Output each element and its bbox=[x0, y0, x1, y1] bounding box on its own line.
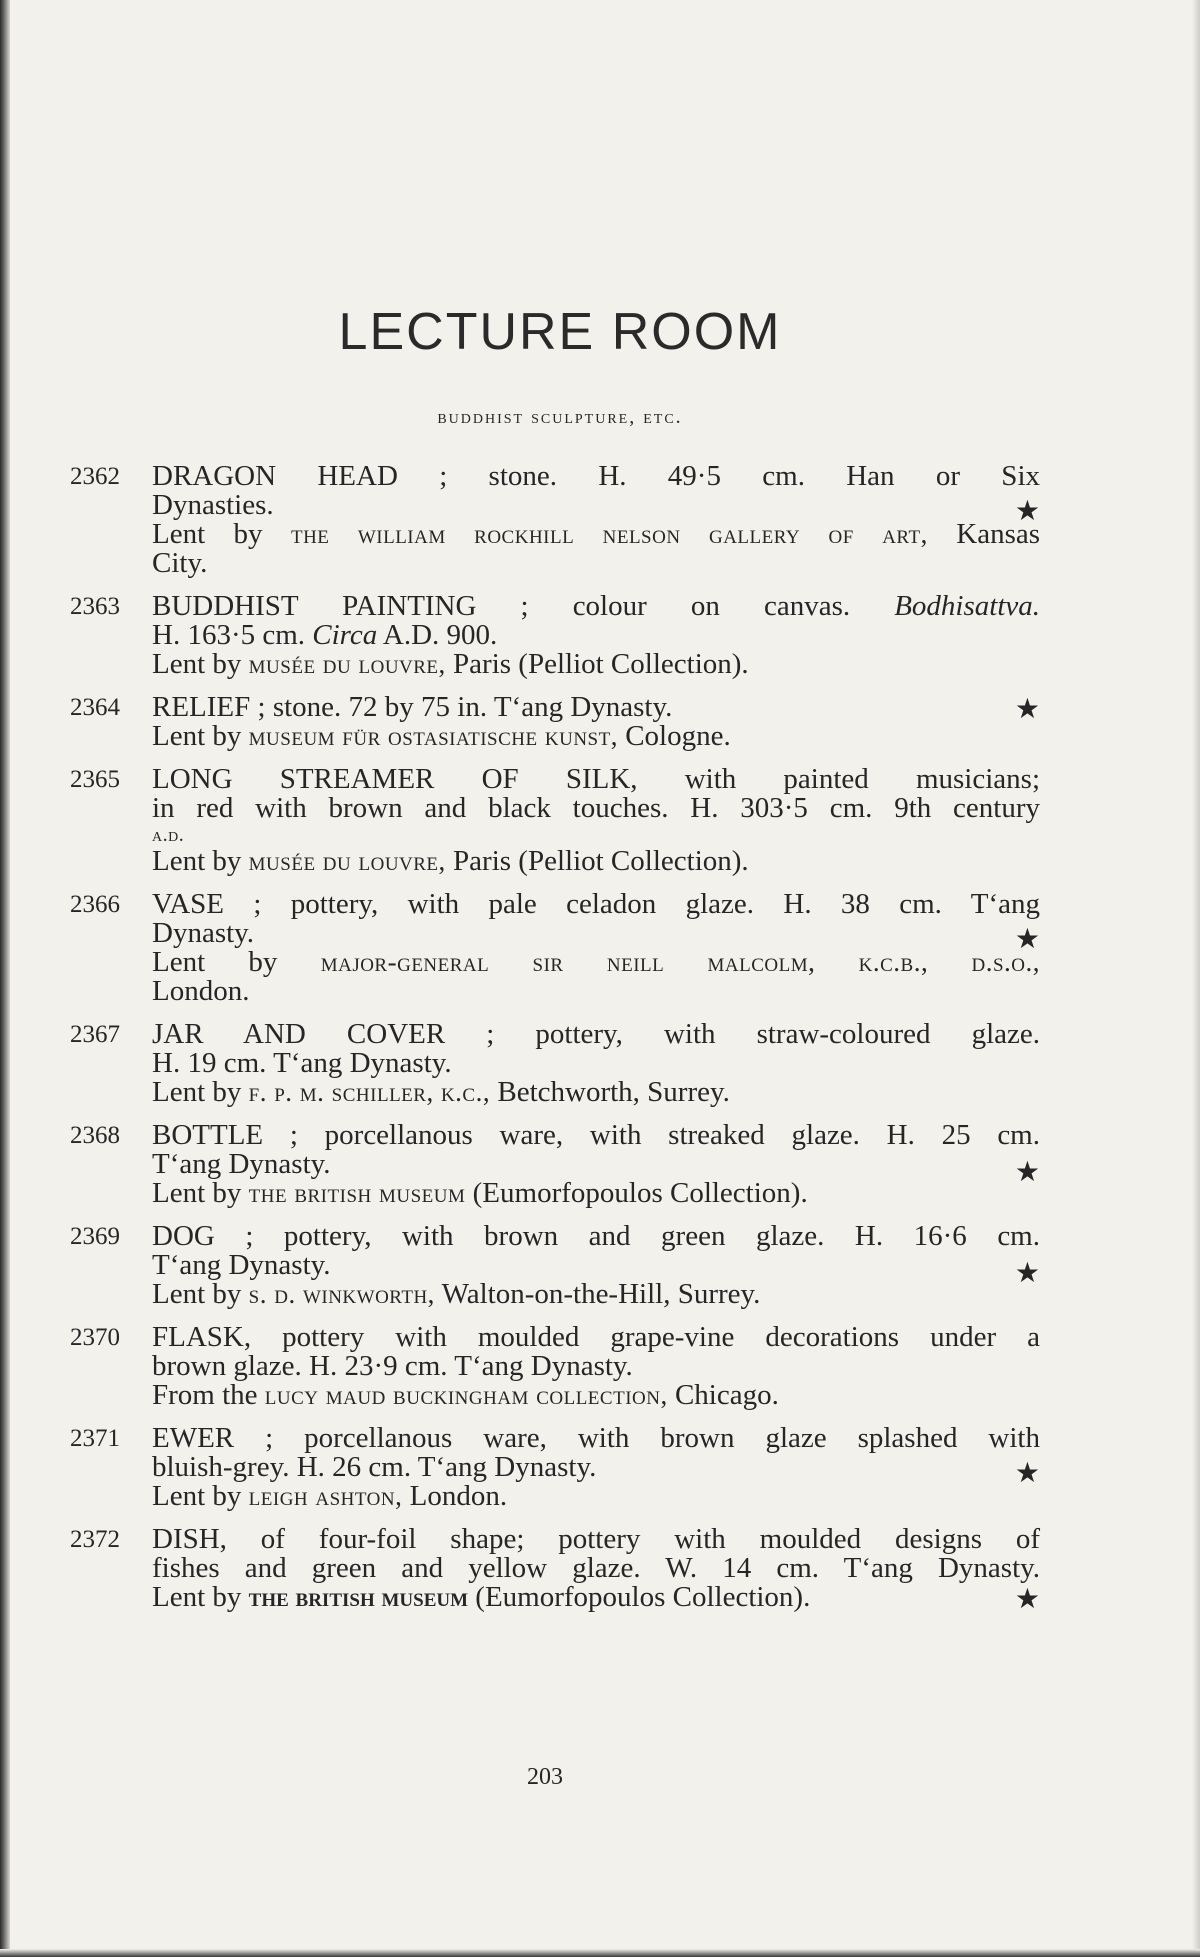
catalogue-entry bbox=[70, 1323, 1040, 1410]
lender-name: lucy maud buckingham collection, bbox=[264, 1380, 668, 1410]
entry-description: DISH, of four-foil shape; pottery with moulded designs of bbox=[152, 1523, 1040, 1555]
entry-number: 2370 bbox=[70, 1324, 120, 1351]
entry-number: 2366 bbox=[70, 891, 120, 918]
entry-number: 2372 bbox=[70, 1526, 120, 1553]
catalogue-entry bbox=[70, 765, 1040, 876]
entry-description: EWER ; porcellanous ware, with brown glaze splashed with bbox=[152, 1422, 1040, 1454]
lender-name: the british museum bbox=[248, 1178, 466, 1208]
entry-description: JAR AND COVER ; pottery, with straw-coloured glaze. bbox=[152, 1018, 1040, 1050]
page-right-edge bbox=[1192, 0, 1200, 1957]
entry-number: 2363 bbox=[70, 593, 120, 620]
entry-description: brown glaze. H. 23·9 cm. T‘ang Dynasty. bbox=[152, 1350, 633, 1382]
lent-prefix: Lent by bbox=[152, 1278, 242, 1310]
lender-name: the william rockhill nelson gallery of art, bbox=[290, 519, 928, 549]
entry-description: BUDDHIST PAINTING ; colour on canvas. bbox=[152, 590, 851, 622]
lent-prefix: Lent by bbox=[152, 518, 263, 550]
lender-place: Paris (Pelliot Collection). bbox=[453, 845, 749, 877]
entry-dimension: H. 163·5 cm. bbox=[152, 619, 306, 651]
catalogue-entry bbox=[70, 462, 1040, 578]
lender-name: major-general sir neill malcolm, k.c.b., d.s.o., bbox=[320, 947, 1040, 977]
lender-name: f. p. m. schiller, k.c., bbox=[248, 1077, 491, 1107]
lent-prefix: Lent by bbox=[152, 1581, 242, 1613]
entry-circa: Circa bbox=[312, 619, 378, 651]
lent-prefix: Lent by bbox=[152, 720, 242, 752]
entry-description: T‘ang Dynasty. bbox=[152, 1148, 331, 1180]
catalogue-entry bbox=[70, 693, 1040, 751]
lender-place: Paris (Pelliot Collection). bbox=[453, 648, 749, 680]
lender-place: City. bbox=[152, 547, 208, 579]
entry-description: Dynasties. bbox=[152, 489, 274, 521]
catalogue-entries bbox=[70, 462, 1040, 1626]
page-binding-edge bbox=[0, 0, 10, 1957]
entry-era: a.d. bbox=[152, 824, 185, 846]
catalogue-entry bbox=[70, 1121, 1040, 1208]
entry-description: bluish-grey. H. 26 cm. T‘ang Dynasty. bbox=[152, 1451, 597, 1483]
lender-place: Chicago. bbox=[674, 1379, 779, 1411]
lent-prefix: Lent by bbox=[152, 1177, 242, 1209]
lent-prefix: Lent by bbox=[152, 648, 242, 680]
entry-description: H. 19 cm. T‘ang Dynasty. bbox=[152, 1047, 452, 1079]
lent-prefix: Lent by bbox=[152, 845, 242, 877]
entry-description: in red with brown and black touches. H. 303·5 cm. 9th century bbox=[152, 792, 1040, 824]
entry-number: 2371 bbox=[70, 1425, 120, 1452]
lent-prefix: Lent by bbox=[152, 1076, 242, 1108]
catalogue-entry bbox=[70, 890, 1040, 1006]
star-icon: ★ bbox=[1014, 1458, 1040, 1489]
catalogue-entry bbox=[70, 592, 1040, 679]
entry-description: BOTTLE ; porcellanous ware, with streaked glaze. H. 25 cm. bbox=[152, 1119, 1040, 1151]
entry-number: 2365 bbox=[70, 766, 120, 793]
entry-number: 2364 bbox=[70, 694, 120, 721]
entry-description: LONG STREAMER OF SILK, with painted musicians; bbox=[152, 763, 1040, 795]
star-icon: ★ bbox=[1014, 1584, 1040, 1615]
entry-number: 2367 bbox=[70, 1021, 120, 1048]
lent-prefix: Lent by bbox=[152, 946, 278, 978]
entry-description: DOG ; pottery, with brown and green glaze. H. 16·6 cm. bbox=[152, 1220, 1040, 1252]
lender-place: London. bbox=[152, 975, 250, 1007]
star-icon: ★ bbox=[1014, 924, 1040, 955]
page-bottom-edge bbox=[0, 1949, 1200, 1957]
entry-number: 2368 bbox=[70, 1122, 120, 1149]
star-icon: ★ bbox=[1014, 694, 1040, 725]
lender-place: (Eumorfopoulos Collection). bbox=[475, 1581, 811, 1613]
lender-place: London. bbox=[409, 1480, 508, 1512]
lent-prefix: From the bbox=[152, 1379, 258, 1411]
lender-place: Cologne. bbox=[625, 720, 731, 752]
star-icon: ★ bbox=[1014, 1258, 1040, 1289]
lender-name: museum für ostasiatische kunst, bbox=[248, 721, 618, 751]
lender-name: the british museum bbox=[248, 1582, 469, 1612]
catalogue-entry bbox=[70, 1020, 1040, 1107]
lender-place: Betchworth, Surrey. bbox=[497, 1076, 730, 1108]
page-title: LECTURE ROOM bbox=[338, 303, 782, 361]
lender-name: musée du louvre, bbox=[248, 846, 446, 876]
lender-place: Kansas bbox=[956, 518, 1041, 550]
lender-name: leigh ashton, bbox=[248, 1481, 403, 1511]
entry-description: fishes and green and yellow glaze. W. 14 cm. T‘ang Dynasty. bbox=[152, 1552, 1040, 1584]
lender-name: musée du louvre, bbox=[248, 649, 446, 679]
catalogue-entry bbox=[70, 1424, 1040, 1511]
lender-place: Walton-on-the-Hill, Surrey. bbox=[441, 1278, 761, 1310]
star-icon: ★ bbox=[1014, 496, 1040, 527]
entry-number: 2362 bbox=[70, 463, 120, 490]
entry-number: 2369 bbox=[70, 1223, 120, 1250]
lent-prefix: Lent by bbox=[152, 1480, 242, 1512]
catalogue-entry bbox=[70, 1222, 1040, 1309]
catalogue-entry bbox=[70, 1523, 1040, 1615]
star-icon: ★ bbox=[1014, 1157, 1040, 1188]
entry-description: DRAGON HEAD ; stone. H. 49·5 cm. Han or Six bbox=[152, 460, 1040, 492]
page-number: 203 bbox=[527, 1764, 563, 1790]
section-subtitle: buddhist sculpture, etc. bbox=[437, 406, 683, 428]
entry-description: FLASK, pottery with moulded grape-vine decorations under a bbox=[152, 1321, 1040, 1353]
entry-description: T‘ang Dynasty. bbox=[152, 1249, 331, 1281]
entry-date: A.D. 900. bbox=[382, 619, 498, 651]
lender-place: (Eumorfopoulos Collection). bbox=[472, 1177, 808, 1209]
entry-subject: Bodhisattva. bbox=[894, 590, 1040, 622]
entry-description: VASE ; pottery, with pale celadon glaze. H. 38 cm. T‘ang bbox=[152, 888, 1040, 920]
entry-description: RELIEF ; stone. 72 by 75 in. T‘ang Dynasty. bbox=[152, 691, 673, 723]
lender-name: s. d. winkworth, bbox=[248, 1279, 435, 1309]
entry-description: Dynasty. bbox=[152, 917, 255, 949]
